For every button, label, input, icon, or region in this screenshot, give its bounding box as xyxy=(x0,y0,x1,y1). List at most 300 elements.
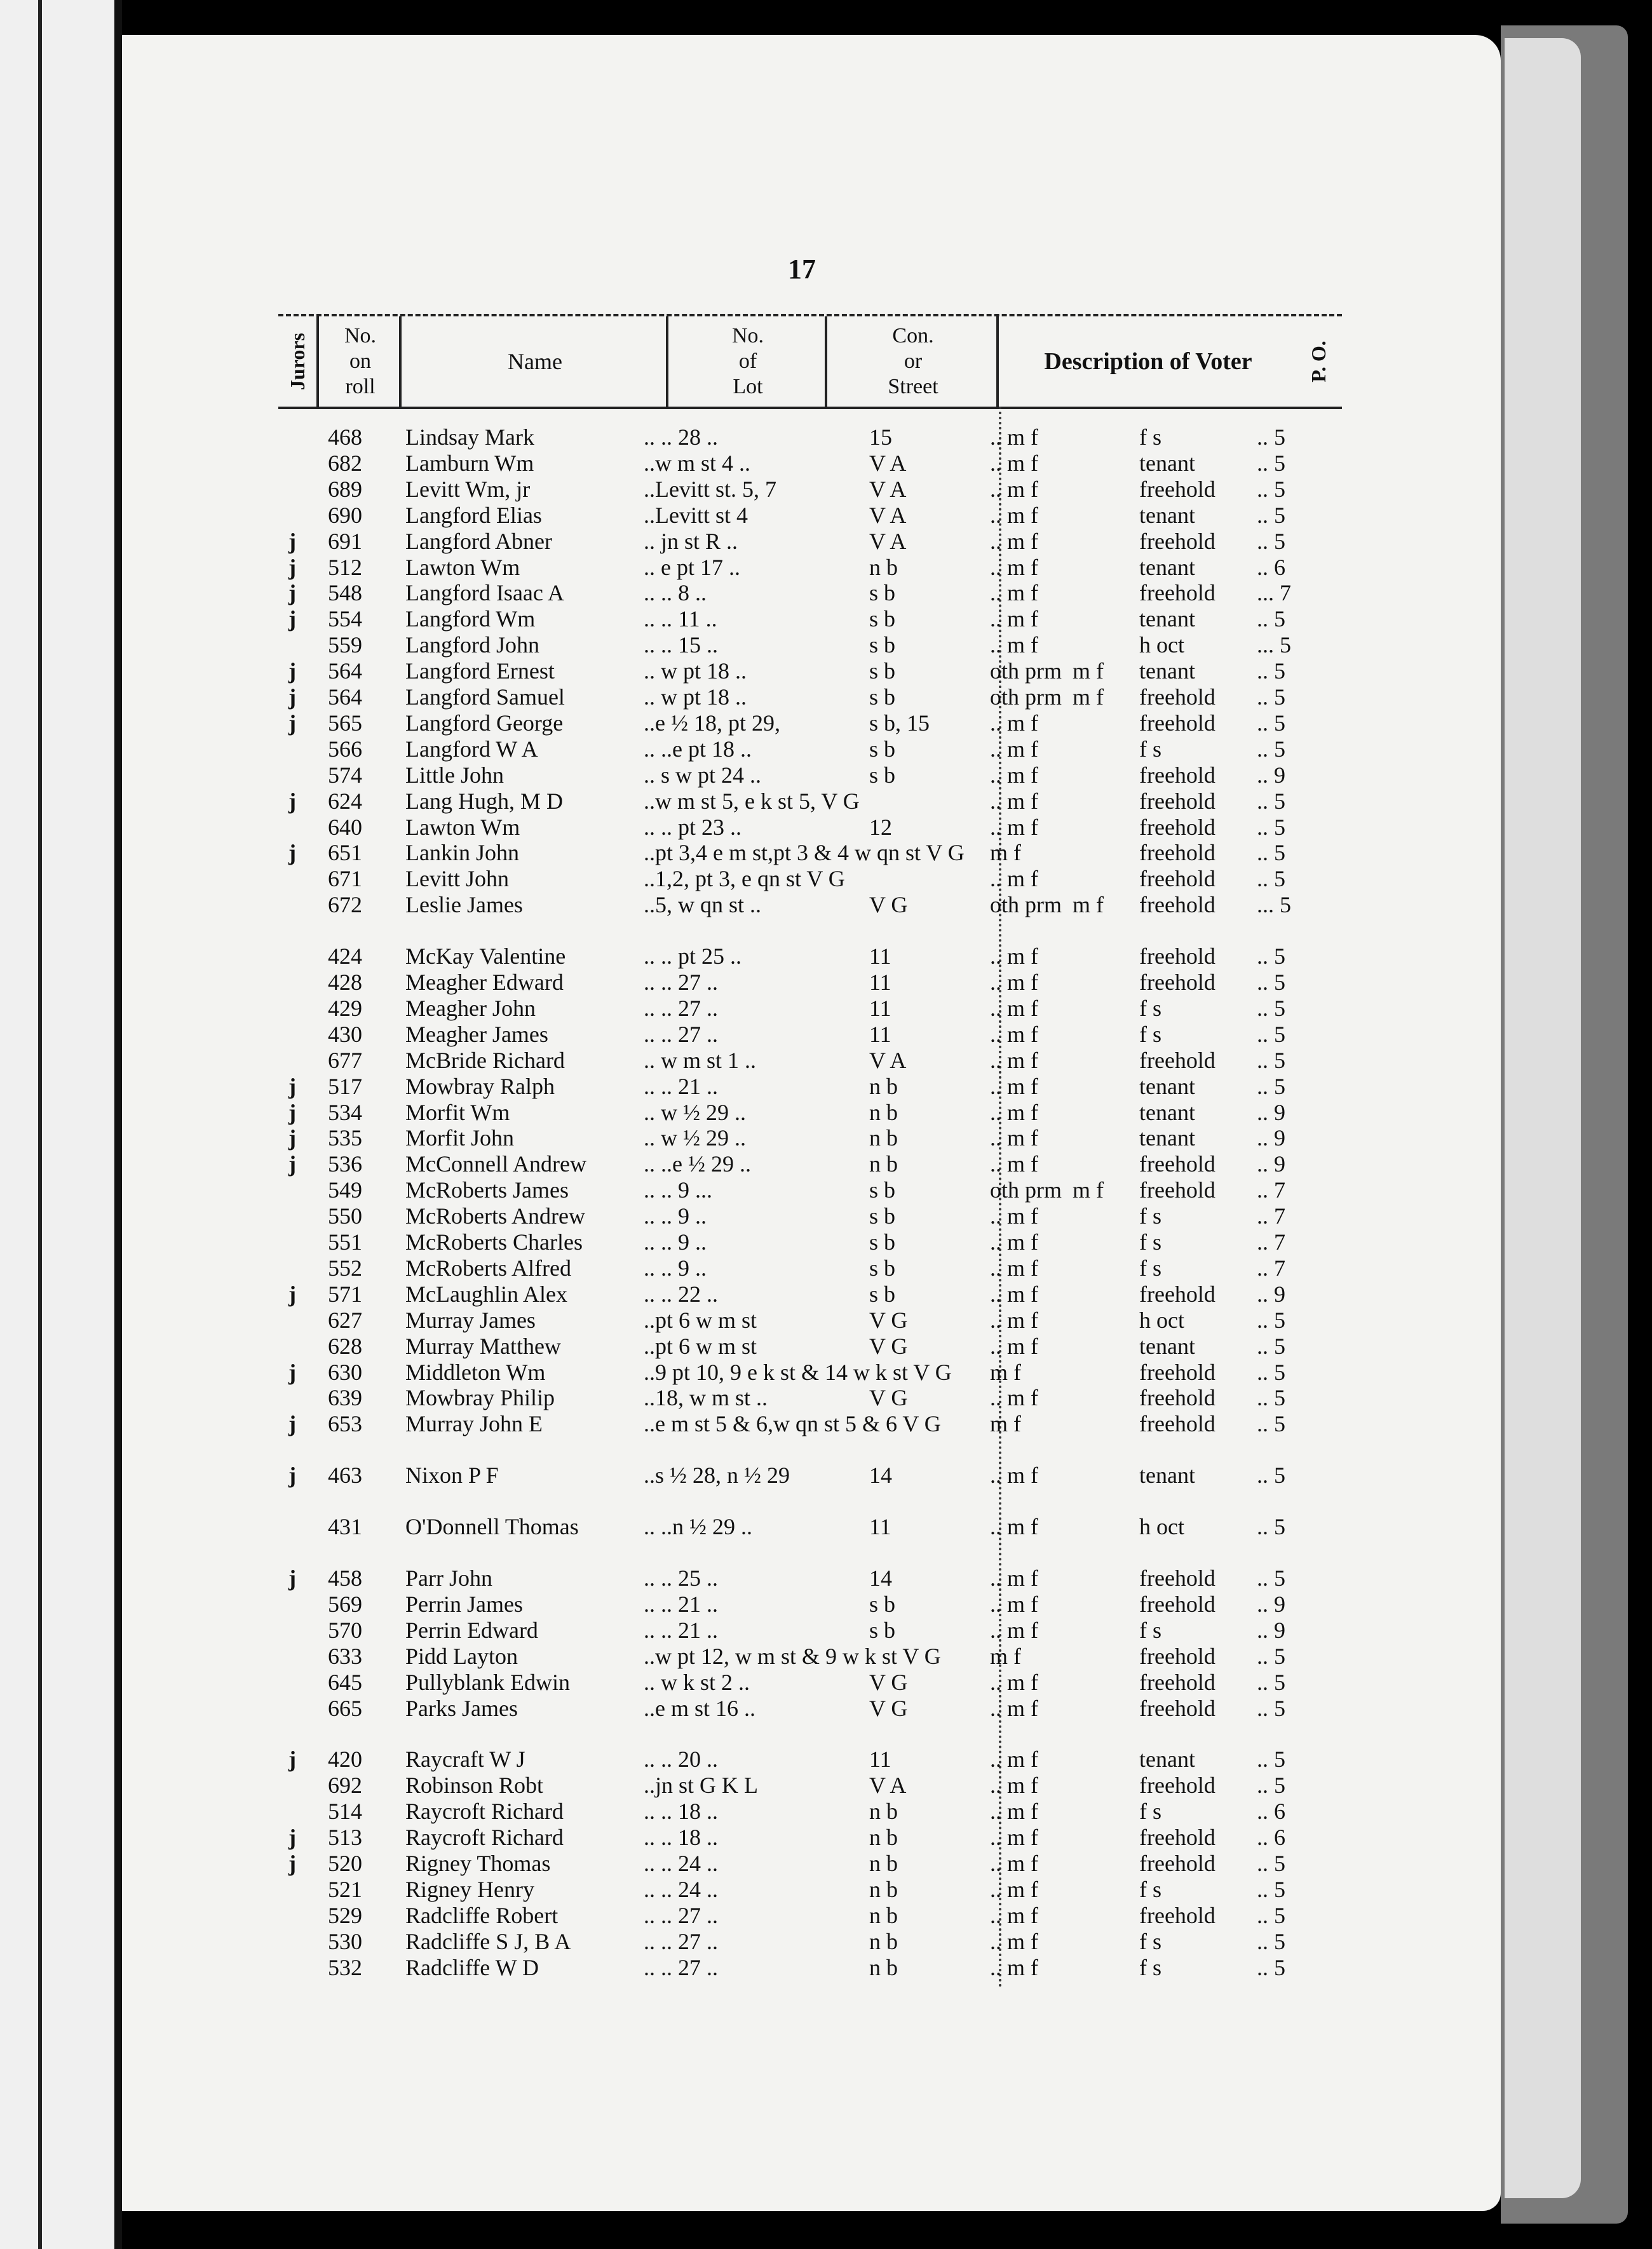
description-part: m f xyxy=(990,1643,1021,1669)
voter-name: McKay Valentine xyxy=(405,943,566,969)
concession: V A xyxy=(869,528,907,554)
roll-number: 564 xyxy=(328,658,362,684)
post-office: .. 5 xyxy=(1257,1876,1285,1902)
tenure: f s xyxy=(1139,1954,1161,1980)
table-row xyxy=(278,1670,1342,1695)
juror-mark: j xyxy=(288,580,296,606)
post-office: .. 5 xyxy=(1257,1851,1285,1876)
lot-number: ..Levitt st 4 xyxy=(644,502,748,528)
description-part: .. m f xyxy=(990,1281,1038,1307)
description-part: .. m f xyxy=(990,1073,1038,1099)
post-office: .. 6 xyxy=(1257,1799,1285,1825)
tenure: h oct xyxy=(1139,632,1184,658)
post-office: .. 5 xyxy=(1257,1021,1285,1047)
lot-number: .. ..e pt 18 .. xyxy=(644,736,752,762)
tenure: freehold xyxy=(1139,1565,1215,1591)
voter-name: Rigney Thomas xyxy=(405,1851,551,1876)
juror-mark: j xyxy=(288,1851,296,1876)
table-row xyxy=(278,1903,1342,1928)
concession: V A xyxy=(869,476,907,502)
description-part: m f xyxy=(1073,1177,1104,1203)
tenure: freehold xyxy=(1139,476,1215,502)
roll-number: 514 xyxy=(328,1799,362,1825)
post-office: .. 7 xyxy=(1257,1203,1285,1229)
tenure: tenant xyxy=(1139,554,1195,580)
tenure: freehold xyxy=(1139,684,1215,710)
tenure: tenant xyxy=(1139,1746,1195,1773)
tenure: freehold xyxy=(1139,969,1215,995)
table-row xyxy=(278,1773,1342,1798)
roll-number: 627 xyxy=(328,1307,362,1333)
table-row xyxy=(278,1696,1342,1721)
description-part: oth prm xyxy=(990,684,1062,710)
description-part: .. m f xyxy=(990,1773,1038,1799)
tenure: tenant xyxy=(1139,1462,1195,1489)
post-office: .. 9 xyxy=(1257,1591,1285,1617)
tenure: freehold xyxy=(1139,1902,1215,1928)
post-office: .. 5 xyxy=(1257,1359,1285,1385)
voter-name: Perrin James xyxy=(405,1591,523,1617)
juror-mark: j xyxy=(288,606,296,632)
description-part: oth prm xyxy=(990,658,1062,684)
voter-name: Mowbray Philip xyxy=(405,1385,555,1411)
description-part: .. m f xyxy=(990,1385,1038,1411)
table-row xyxy=(278,632,1342,658)
voter-name: Langford W A xyxy=(405,736,538,762)
lot-number: ..e m st 16 .. xyxy=(644,1695,755,1721)
voter-name: Lamburn Wm xyxy=(405,450,534,476)
voter-name: Raycroft Richard xyxy=(405,1825,564,1851)
roll-number: 630 xyxy=(328,1359,362,1385)
description-part: .. m f xyxy=(990,814,1038,840)
post-office: .. 5 xyxy=(1257,658,1285,684)
roll-number: 529 xyxy=(328,1902,362,1928)
juror-mark: j xyxy=(288,658,296,684)
tenure: freehold xyxy=(1139,1591,1215,1617)
table-row xyxy=(278,1151,1342,1177)
concession: n b xyxy=(869,1073,898,1099)
juror-mark: j xyxy=(288,1462,296,1489)
lot-number: .. ..n ½ 29 .. xyxy=(644,1514,752,1540)
table-row xyxy=(278,1334,1342,1359)
table-row xyxy=(278,788,1342,814)
lot-number: ..Levitt st. 5, 7 xyxy=(644,476,776,502)
lot-number: ..s ½ 28, n ½ 29 xyxy=(644,1462,790,1489)
post-office: ... 7 xyxy=(1257,580,1291,606)
concession: s b xyxy=(869,658,896,684)
post-office: .. 7 xyxy=(1257,1229,1285,1255)
roll-number: 517 xyxy=(328,1073,362,1099)
table-row xyxy=(278,1022,1342,1047)
roll-number: 559 xyxy=(328,632,362,658)
voter-name: McRoberts Charles xyxy=(405,1229,583,1255)
roll-number: 692 xyxy=(328,1773,362,1799)
concession: n b xyxy=(869,1151,898,1177)
table-row xyxy=(278,1591,1342,1617)
description-part: .. m f xyxy=(990,1876,1038,1902)
lot-number: ..e m st 5 & 6,w qn st 5 & 6 V G xyxy=(644,1411,941,1437)
table-row xyxy=(278,1074,1342,1099)
voter-name: Meagher James xyxy=(405,1021,548,1047)
roll-number: 548 xyxy=(328,580,362,606)
concession: s b xyxy=(869,580,896,606)
tenure: freehold xyxy=(1139,1773,1215,1799)
concession: n b xyxy=(869,1099,898,1125)
roll-number: 431 xyxy=(328,1514,362,1540)
tenure: f s xyxy=(1139,1928,1161,1954)
tenure: freehold xyxy=(1139,1695,1215,1721)
post-office: .. 5 xyxy=(1257,502,1285,528)
roll-number: 628 xyxy=(328,1333,362,1359)
post-office: .. 6 xyxy=(1257,1825,1285,1851)
lot-number: ..jn st G K L xyxy=(644,1773,758,1799)
lot-number: .. w k st 2 .. xyxy=(644,1669,750,1695)
post-office: .. 5 xyxy=(1257,1746,1285,1773)
concession: 11 xyxy=(869,1021,891,1047)
description-part: m f xyxy=(1073,684,1104,710)
lot-number: .. .. 24 .. xyxy=(644,1876,718,1902)
tenure: freehold xyxy=(1139,1151,1215,1177)
concession: V G xyxy=(869,892,908,918)
post-office: .. 5 xyxy=(1257,1928,1285,1954)
table-row xyxy=(278,1514,1342,1539)
post-office: .. 5 xyxy=(1257,1669,1285,1695)
tenure: f s xyxy=(1139,1617,1161,1643)
roll-number: 624 xyxy=(328,788,362,814)
tenure: freehold xyxy=(1139,1851,1215,1876)
header-jurors: Jurors xyxy=(286,332,309,391)
header-con-or-street: Con. or Street xyxy=(825,316,999,407)
lot-number: .. w ½ 29 .. xyxy=(644,1099,746,1125)
post-office: .. 5 xyxy=(1257,1902,1285,1928)
lot-number: .. .. 9 .. xyxy=(644,1203,707,1229)
header-po: P. O. xyxy=(1307,341,1330,382)
lot-number: .. .. pt 25 .. xyxy=(644,943,742,969)
roll-number: 536 xyxy=(328,1151,362,1177)
lot-number: ..pt 3,4 e m st,pt 3 & 4 w qn st V G xyxy=(644,840,965,866)
post-office: .. 5 xyxy=(1257,476,1285,502)
concession: 11 xyxy=(869,1746,891,1773)
lot-number: ..e ½ 18, pt 29, xyxy=(644,710,780,736)
tenure: f s xyxy=(1139,1876,1161,1902)
tenure: freehold xyxy=(1139,1281,1215,1307)
description-part: .. m f xyxy=(990,788,1038,814)
concession: 15 xyxy=(869,424,892,450)
description-part: .. m f xyxy=(990,866,1038,892)
voter-name: Levitt John xyxy=(405,866,509,892)
voter-name: Langford Elias xyxy=(405,502,542,528)
description-part: .. m f xyxy=(990,1799,1038,1825)
post-office: .. 5 xyxy=(1257,814,1285,840)
voter-name: Murray John E xyxy=(405,1411,543,1437)
concession: 11 xyxy=(869,1514,891,1540)
table-row xyxy=(278,1125,1342,1151)
tenure: freehold xyxy=(1139,1825,1215,1851)
table-row xyxy=(278,450,1342,476)
description-part: .. m f xyxy=(990,1565,1038,1591)
description-part: .. m f xyxy=(990,1307,1038,1333)
post-office: .. 5 xyxy=(1257,424,1285,450)
lot-number: ..18, w m st .. xyxy=(644,1385,768,1411)
lot-number: .. .. 11 .. xyxy=(644,606,717,632)
roll-number: 665 xyxy=(328,1695,362,1721)
voter-name: Nixon P F xyxy=(405,1462,499,1489)
lot-number: ..w pt 12, w m st & 9 w k st V G xyxy=(644,1643,941,1669)
voter-name: Raycraft W J xyxy=(405,1746,525,1773)
juror-mark: j xyxy=(288,1359,296,1385)
concession: n b xyxy=(869,1125,898,1151)
post-office: .. 5 xyxy=(1257,969,1285,995)
concession: s b xyxy=(869,1177,896,1203)
description-part: .. m f xyxy=(990,1669,1038,1695)
voter-name: Raycroft Richard xyxy=(405,1799,564,1825)
post-office: .. 9 xyxy=(1257,1125,1285,1151)
roll-number: 571 xyxy=(328,1281,362,1307)
concession: s b xyxy=(869,762,896,788)
description-part: .. m f xyxy=(990,1617,1038,1643)
concession: n b xyxy=(869,1799,898,1825)
voter-name: Pullyblank Edwin xyxy=(405,1669,570,1695)
tenure: freehold xyxy=(1139,1669,1215,1695)
table-row xyxy=(278,529,1342,554)
lot-number: .. .. 9 .. xyxy=(644,1255,707,1281)
tenure: freehold xyxy=(1139,528,1215,554)
concession: V G xyxy=(869,1669,908,1695)
lot-number: .. w pt 18 .. xyxy=(644,658,747,684)
concession: n b xyxy=(869,554,898,580)
table-row xyxy=(278,476,1342,502)
juror-mark: j xyxy=(288,1281,296,1307)
lot-number: ..w m st 4 .. xyxy=(644,450,751,476)
table-row xyxy=(278,969,1342,995)
voter-name: McBride Richard xyxy=(405,1047,565,1073)
page-number: 17 xyxy=(788,253,816,285)
voter-name: Mowbray Ralph xyxy=(405,1073,555,1099)
post-office: .. 7 xyxy=(1257,1177,1285,1203)
lot-number: .. jn st R .. xyxy=(644,528,738,554)
table-row xyxy=(278,1929,1342,1954)
table-row xyxy=(278,580,1342,605)
roll-number: 677 xyxy=(328,1047,362,1073)
voter-name: Lankin John xyxy=(405,840,519,866)
description-part: .. m f xyxy=(990,1954,1038,1980)
table-row xyxy=(278,1307,1342,1333)
voter-name: Lang Hugh, M D xyxy=(405,788,563,814)
lot-number: .. .. 25 .. xyxy=(644,1565,718,1591)
voter-name: Middleton Wm xyxy=(405,1359,546,1385)
roll-number: 690 xyxy=(328,502,362,528)
juror-mark: j xyxy=(288,1565,296,1591)
description-part: .. m f xyxy=(990,969,1038,995)
lot-number: ..9 pt 10, 9 e k st & 14 w k st V G xyxy=(644,1359,952,1385)
roll-number: 691 xyxy=(328,528,362,554)
table-row xyxy=(278,1825,1342,1850)
roll-number: 430 xyxy=(328,1021,362,1047)
voter-name: Lindsay Mark xyxy=(405,424,534,450)
voter-name: Murray Matthew xyxy=(405,1333,561,1359)
lot-number: .. .. 27 .. xyxy=(644,1902,718,1928)
description-part: m f xyxy=(990,1359,1021,1385)
juror-mark: j xyxy=(288,1825,296,1851)
voter-name: Murray James xyxy=(405,1307,536,1333)
description-part: .. m f xyxy=(990,1047,1038,1073)
voter-name: Langford Wm xyxy=(405,606,536,632)
concession: s b xyxy=(869,606,896,632)
description-part: .. m f xyxy=(990,528,1038,554)
roll-number: 689 xyxy=(328,476,362,502)
voter-name: McRoberts James xyxy=(405,1177,569,1203)
lot-number: .. .. 21 .. xyxy=(644,1591,718,1617)
lot-number: ..1,2, pt 3, e qn st V G xyxy=(644,866,845,892)
tenure: freehold xyxy=(1139,840,1215,866)
table-row xyxy=(278,866,1342,891)
concession: 11 xyxy=(869,943,891,969)
post-office: .. 5 xyxy=(1257,1047,1285,1073)
header-description: Description of Voter xyxy=(996,316,1297,407)
post-office: .. 5 xyxy=(1257,1073,1285,1099)
table-row xyxy=(278,1203,1342,1229)
roll-number: 671 xyxy=(328,866,362,892)
concession: s b, 15 xyxy=(869,710,930,736)
tenure: freehold xyxy=(1139,762,1215,788)
voter-name: Perrin Edward xyxy=(405,1617,538,1643)
roll-number: 566 xyxy=(328,736,362,762)
voter-name: Radcliffe W D xyxy=(405,1954,539,1980)
table-row xyxy=(278,1746,1342,1772)
voter-name: Langford John xyxy=(405,632,539,658)
description-part: .. m f xyxy=(990,1203,1038,1229)
table-row xyxy=(278,1618,1342,1643)
table-row xyxy=(278,1462,1342,1488)
post-office: .. 5 xyxy=(1257,736,1285,762)
post-office: ... 5 xyxy=(1257,892,1291,918)
concession: V G xyxy=(869,1333,908,1359)
description-part: .. m f xyxy=(990,502,1038,528)
header-no-of-lot: No. of Lot xyxy=(666,316,827,407)
post-office: .. 5 xyxy=(1257,788,1285,814)
table-row xyxy=(278,658,1342,684)
lot-number: .. .. 27 .. xyxy=(644,1021,718,1047)
roll-number: 428 xyxy=(328,969,362,995)
post-office: .. 5 xyxy=(1257,606,1285,632)
roll-number: 651 xyxy=(328,840,362,866)
tenure: tenant xyxy=(1139,502,1195,528)
description-part: .. m f xyxy=(990,1746,1038,1773)
roll-number: 513 xyxy=(328,1825,362,1851)
voter-name: Morfit Wm xyxy=(405,1099,510,1125)
description-part: .. m f xyxy=(990,943,1038,969)
lot-number: .. .. 27 .. xyxy=(644,1928,718,1954)
table-row xyxy=(278,710,1342,736)
description-part: .. m f xyxy=(990,1695,1038,1721)
voter-name: Leslie James xyxy=(405,892,523,918)
tenure: freehold xyxy=(1139,788,1215,814)
roll-number: 672 xyxy=(328,892,362,918)
roll-number: 640 xyxy=(328,814,362,840)
tenure: f s xyxy=(1139,1021,1161,1047)
concession: V G xyxy=(869,1695,908,1721)
table-row xyxy=(278,684,1342,710)
lot-number: .. .. 21 .. xyxy=(644,1073,718,1099)
tenure: f s xyxy=(1139,736,1161,762)
concession: V G xyxy=(869,1385,908,1411)
concession: n b xyxy=(869,1954,898,1980)
concession: n b xyxy=(869,1902,898,1928)
roll-number: 458 xyxy=(328,1565,362,1591)
voter-name: Lawton Wm xyxy=(405,554,520,580)
description-part: .. m f xyxy=(990,1902,1038,1928)
lot-number: .. .. 8 .. xyxy=(644,580,707,606)
table-row xyxy=(278,762,1342,788)
voter-name: Robinson Robt xyxy=(405,1773,544,1799)
concession: s b xyxy=(869,736,896,762)
voter-name: Lawton Wm xyxy=(405,814,520,840)
lot-number: .. w ½ 29 .. xyxy=(644,1125,746,1151)
voter-name: O'Donnell Thomas xyxy=(405,1514,579,1540)
concession: s b xyxy=(869,684,896,710)
voter-name: Parr John xyxy=(405,1565,492,1591)
roll-number: 520 xyxy=(328,1851,362,1876)
table-row xyxy=(278,1229,1342,1255)
concession: n b xyxy=(869,1825,898,1851)
voter-name: Levitt Wm, jr xyxy=(405,476,531,502)
description-part: .. m f xyxy=(990,710,1038,736)
concession: s b xyxy=(869,632,896,658)
lot-number: .. s w pt 24 .. xyxy=(644,762,762,788)
roll-number: 574 xyxy=(328,762,362,788)
description-part: m f xyxy=(990,840,1021,866)
voter-name: Langford Ernest xyxy=(405,658,555,684)
juror-mark: j xyxy=(288,1746,296,1773)
tenure: tenant xyxy=(1139,658,1195,684)
voter-name: Radcliffe Robert xyxy=(405,1902,559,1928)
juror-mark: j xyxy=(288,684,296,710)
post-office: .. 9 xyxy=(1257,1281,1285,1307)
description-part: .. m f xyxy=(990,736,1038,762)
description-part: .. m f xyxy=(990,450,1038,476)
description-part: .. m f xyxy=(990,1851,1038,1876)
lot-number: .. .. 15 .. xyxy=(644,632,718,658)
concession: n b xyxy=(869,1876,898,1902)
voter-name: Meagher John xyxy=(405,995,536,1021)
tenure: freehold xyxy=(1139,943,1215,969)
roll-number: 554 xyxy=(328,606,362,632)
juror-mark: j xyxy=(288,1411,296,1437)
roll-number: 569 xyxy=(328,1591,362,1617)
voter-name: Radcliffe S J, B A xyxy=(405,1928,571,1954)
concession: n b xyxy=(869,1928,898,1954)
header-name: Name xyxy=(399,316,668,407)
tenure: freehold xyxy=(1139,892,1215,918)
table-row xyxy=(278,1281,1342,1307)
lot-number: .. .. pt 23 .. xyxy=(644,814,742,840)
post-office: .. 5 xyxy=(1257,1695,1285,1721)
tenure: freehold xyxy=(1139,1643,1215,1669)
post-office: .. 7 xyxy=(1257,1255,1285,1281)
table-row xyxy=(278,1955,1342,1980)
table-row xyxy=(278,1851,1342,1876)
description-part: .. m f xyxy=(990,424,1038,450)
table-row xyxy=(278,424,1342,450)
concession: 12 xyxy=(869,814,892,840)
post-office: .. 5 xyxy=(1257,840,1285,866)
roll-number: 468 xyxy=(328,424,362,450)
description-part: .. m f xyxy=(990,1825,1038,1851)
lot-number: ..w m st 5, e k st 5, V G xyxy=(644,788,860,814)
tenure: tenant xyxy=(1139,450,1195,476)
roll-number: 534 xyxy=(328,1099,362,1125)
tenure: f s xyxy=(1139,1255,1161,1281)
